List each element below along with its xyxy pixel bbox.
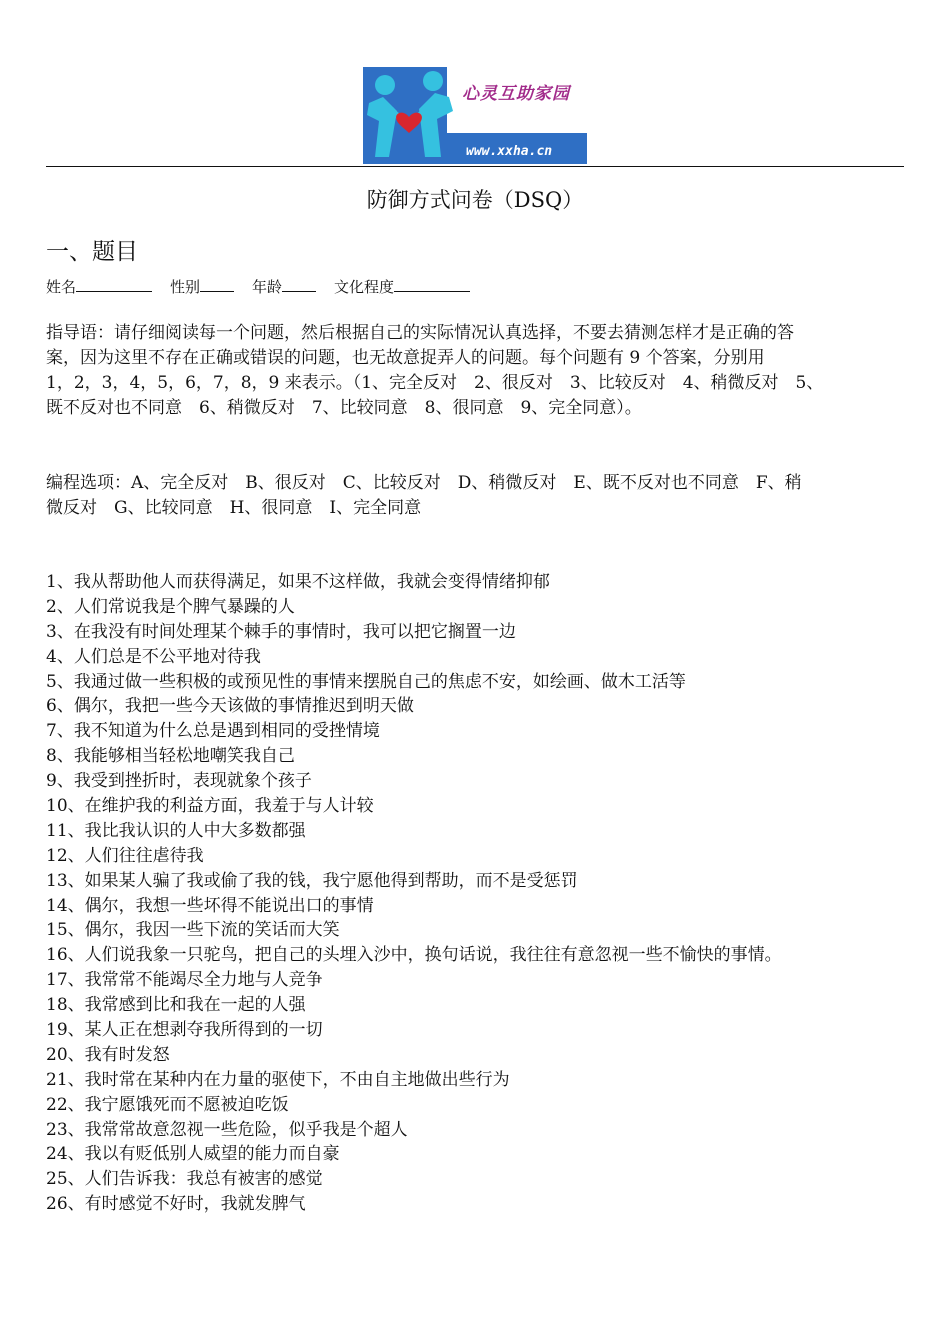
question-item: 23、我常常故意忽视一些危险，似乎我是个超人: [46, 1119, 408, 1140]
question-item: 19、某人正在想剥夺我所得到的一切: [46, 1020, 323, 1041]
logo-tagline: 心灵互助家园: [462, 84, 570, 104]
question-item: 13、如果某人骗了我或偷了我的钱，我宁愿他得到帮助，而不是受惩罚: [46, 870, 578, 891]
question-item: 9、我受到挫折时，表现就象个孩子: [46, 771, 312, 792]
instruction-line: 指导语：请仔细阅读每一个问题，然后根据自己的实际情况认真选择，不要去猜测怎样才是正确的答: [46, 323, 794, 343]
education-label: 文化程度: [334, 278, 395, 296]
question-item: 15、偶尔，我因一些下流的笑话而大笑: [46, 920, 340, 941]
site-logo: [363, 67, 587, 164]
question-item: 6、偶尔，我把一些今天该做的事情推迟到明天做: [46, 696, 414, 717]
respondent-info-row: [46, 276, 470, 297]
coding-line: 编程选项：A、完全反对 B、很反对 C、比较反对 D、稍微反对 E、既不反对也不同意 F、稍: [46, 473, 802, 493]
question-item: 26、有时感觉不好时，我就发脾气: [46, 1194, 306, 1215]
question-item: 25、人们告诉我：我总有被害的感觉: [46, 1169, 323, 1190]
section-heading: 一、题目: [46, 239, 138, 265]
coding-line: 微反对 G、比较同意 H、很同意 I、完全同意: [46, 498, 422, 518]
question-item: 21、我时常在某种内在力量的驱使下，不由自主地做出些行为: [46, 1069, 510, 1090]
document-title: 防御方式问卷（DSQ）: [366, 188, 584, 212]
question-item: 22、我宁愿饿死而不愿被迫吃饭: [46, 1094, 289, 1115]
question-item: 7、我不知道为什么总是遇到相同的受挫情境: [46, 721, 380, 742]
coding-options: [46, 471, 906, 521]
instruction-line: 案，因为这里不存在正确或错误的问题，也无故意捉弄人的问题。每个问题有 9 个答案，分别用: [46, 348, 765, 368]
age-field[interactable]: [282, 277, 316, 292]
question-item: 24、我以有贬低别人威望的能力而自豪: [46, 1144, 340, 1165]
instruction-line: 1，2，3，4，5，6，7，8，9 来表示。（1、完全反对 2、很反对 3、比较反对 4、稍微反对 5、: [46, 373, 824, 393]
instructions: [46, 321, 906, 421]
education-field[interactable]: [394, 277, 470, 292]
question-item: 8、我能够相当轻松地嘲笑我自己: [46, 746, 295, 767]
question-item: 5、我通过做一些积极的或预见性的事情来摆脱自己的焦虑不安，如绘画、做木工活等: [46, 671, 686, 692]
header-divider: [46, 166, 904, 167]
name-field[interactable]: [76, 277, 152, 292]
age-label: 年龄: [252, 278, 283, 296]
name-label: 姓名: [46, 278, 77, 296]
question-item: 10、在维护我的利益方面，我羞于与人计较: [46, 796, 374, 817]
sex-field[interactable]: [200, 277, 234, 292]
question-item: 20、我有时发怒: [46, 1044, 170, 1065]
question-item: 11、我比我认识的人中大多数都强: [46, 820, 306, 841]
question-item: 16、人们说我象一只驼鸟，把自己的头埋入沙中，换句话说，我往往有意忽视一些不愉快的事情。: [46, 945, 782, 966]
sex-label: 性别: [170, 278, 201, 296]
question-item: 4、人们总是不公平地对待我: [46, 646, 261, 667]
instruction-line: 既不反对也不同意 6、稍微反对 7、比较同意 8、很同意 9、完全同意）。: [46, 398, 642, 418]
question-item: 17、我常常不能竭尽全力地与人竞争: [46, 970, 323, 991]
question-item: 1、我从帮助他人而获得满足，如果不这样做，我就会变得情绪抑郁: [46, 572, 550, 592]
question-item: 2、人们常说我是个脾气暴躁的人: [46, 596, 295, 617]
question-list: [46, 570, 926, 1217]
question-item: 14、偶尔，我想一些坏得不能说出口的事情: [46, 895, 374, 916]
question-item: 3、在我没有时间处理某个棘手的事情时，我可以把它搁置一边: [46, 621, 516, 642]
question-item: 18、我常感到比和我在一起的人强: [46, 995, 306, 1016]
question-item: 12、人们往往虐待我: [46, 845, 204, 866]
logo-url: www.xxha.cn: [466, 144, 553, 159]
